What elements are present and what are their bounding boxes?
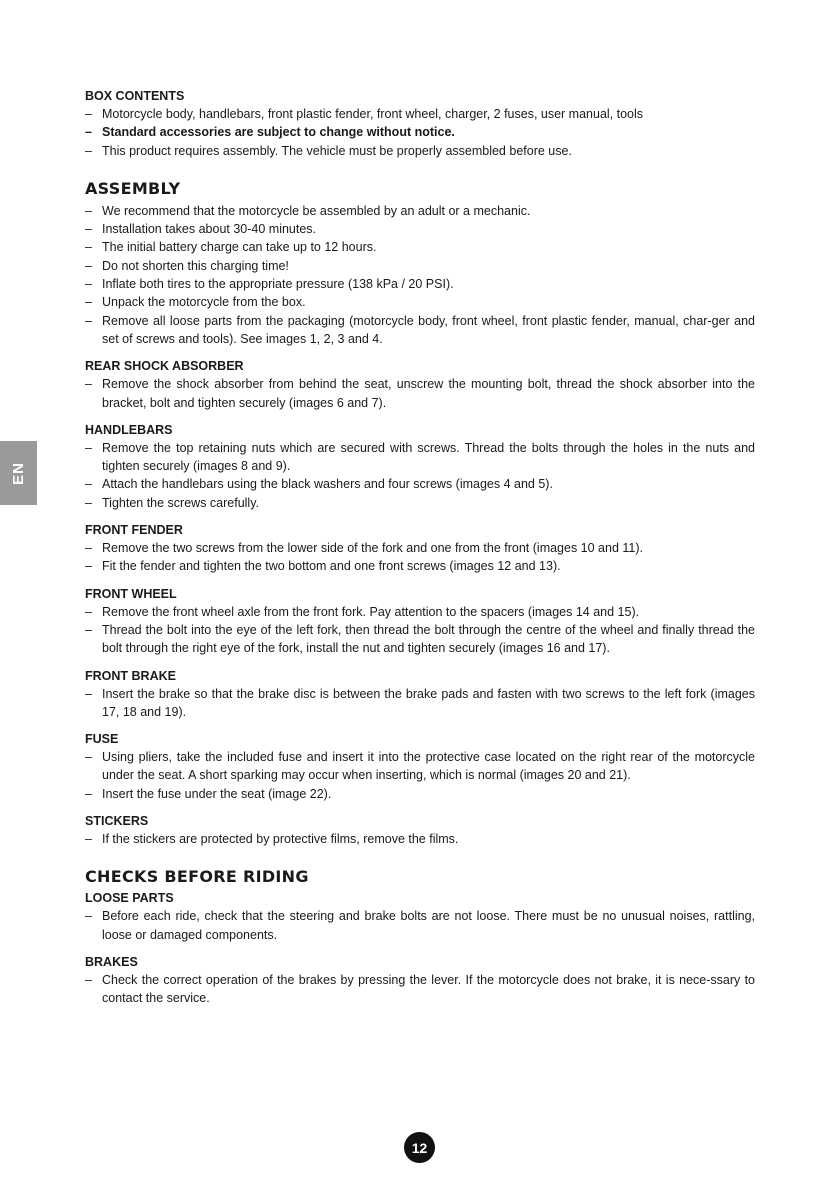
list-item: – Check the correct operation of the brakes by pressing the lever. If the motorcycle does not brake, it is nece-ssary to contact the service. [85,971,755,1008]
list-item: – Standard accessories are subject to change without notice. [85,123,755,141]
list-item: – The initial battery charge can take up to 12 hours. [85,238,755,256]
list-item: – Remove all loose parts from the packaging (motorcycle body, front wheel, front plastic fender, manual, char-ger and set of screws and tools). See images 1, 2, 3 and 4. [85,312,755,349]
rear-shock-list [85,375,755,412]
list-item: – Inflate both tires to the appropriate pressure (138 kPa / 20 PSI). [85,275,755,293]
box-contents-section [85,88,755,160]
list-item: – Before each ride, check that the steering and brake bolts are not loose. There must be no unusual noises, rattling, loose or damaged components. [85,907,755,944]
page-number: 12 [411,1139,428,1156]
list-item: – Remove the shock absorber from behind the seat, unscrew the mounting bolt, thread the shock absorber into the bracket, bolt and tighten securely (images 6 and 7). [85,375,755,412]
front-brake-list [85,685,755,722]
list-item: – Attach the handlebars using the black washers and four screws (images 4 and 5). [85,475,755,493]
list-item: – Unpack the motorcycle from the box. [85,293,755,311]
list-item: – This product requires assembly. The vehicle must be properly assembled before use. [85,142,755,160]
handlebars-list [85,439,755,512]
language-tab-label: EN [10,461,27,485]
box-contents-list [85,105,755,160]
front-wheel-heading: FRONT WHEEL [85,586,177,601]
list-item: – Tighten the screws carefully. [85,494,755,512]
list-item: – Motorcycle body, handlebars, front plastic fender, front wheel, charger, 2 fuses, user manual, tools [85,105,755,123]
brakes-list [85,971,755,1008]
list-item: – Insert the fuse under the seat (image 22). [85,785,755,803]
list-item: – Remove the front wheel axle from the front fork. Pay attention to the spacers (images 14 and 15). [85,603,755,621]
list-item: – We recommend that the motorcycle be assembled by an adult or a mechanic. [85,202,755,220]
stickers-heading: STICKERS [85,814,149,829]
assembly-section [85,179,755,348]
assembly-list [85,202,755,348]
front-brake-heading: FRONT BRAKE [85,668,176,683]
list-item: – Do not shorten this charging time! [85,257,755,275]
handlebars-section [85,422,755,512]
loose-parts-heading: LOOSE PARTS [85,891,174,906]
loose-parts-list [85,907,755,944]
checks-section [85,867,755,1007]
front-fender-list [85,539,755,576]
rear-shock-section [85,358,755,412]
stickers-list [85,830,755,848]
list-item: – Remove the two screws from the lower side of the fork and one from the front (images 10 and 11). [85,539,755,557]
loose-parts-subsection [85,890,755,944]
list-item: – Thread the bolt into the eye of the left fork, then thread the bolt through the centre of the wheel and finally thread the bolt through the right eye of the fork, install the nut and tighten securely (images 16 and 17). [85,621,755,658]
list-item: – Installation takes about 30-40 minutes. [85,220,755,238]
rear-shock-heading: REAR SHOCK ABSORBER [85,359,244,374]
front-brake-section [85,668,755,722]
front-wheel-list [85,603,755,658]
language-tab [0,441,37,505]
list-item: – Using pliers, take the included fuse and insert it into the protective case located on the right rear of the motorcycle under the seat. A short sparking may occur when inserting, which is normal (images 20 and 21). [85,748,755,785]
fuse-list [85,748,755,803]
stickers-section [85,813,755,848]
front-fender-section [85,522,755,576]
page-number-badge [404,1132,435,1163]
assembly-heading: ASSEMBLY [85,178,181,198]
list-item: – If the stickers are protected by protective films, remove the films. [85,830,755,848]
front-fender-heading: FRONT FENDER [85,523,183,538]
fuse-heading: FUSE [85,732,119,747]
brakes-heading: BRAKES [85,954,138,969]
checks-heading: CHECKS BEFORE RIDING [85,867,309,887]
brakes-subsection [85,954,755,1008]
front-wheel-section [85,586,755,658]
fuse-section [85,731,755,803]
list-item: – Remove the top retaining nuts which are secured with screws. Thread the bolts through the holes in the nuts and tighten securely (images 8 and 9). [85,439,755,476]
list-item: – Fit the fender and tighten the two bottom and one front screws (images 12 and 13). [85,557,755,575]
manual-content [85,88,755,1008]
handlebars-heading: HANDLEBARS [85,422,173,437]
box-contents-heading: BOX CONTENTS [85,89,185,103]
list-item: – Insert the brake so that the brake disc is between the brake pads and fasten with two screws to the left fork (images 17, 18 and 19). [85,685,755,722]
